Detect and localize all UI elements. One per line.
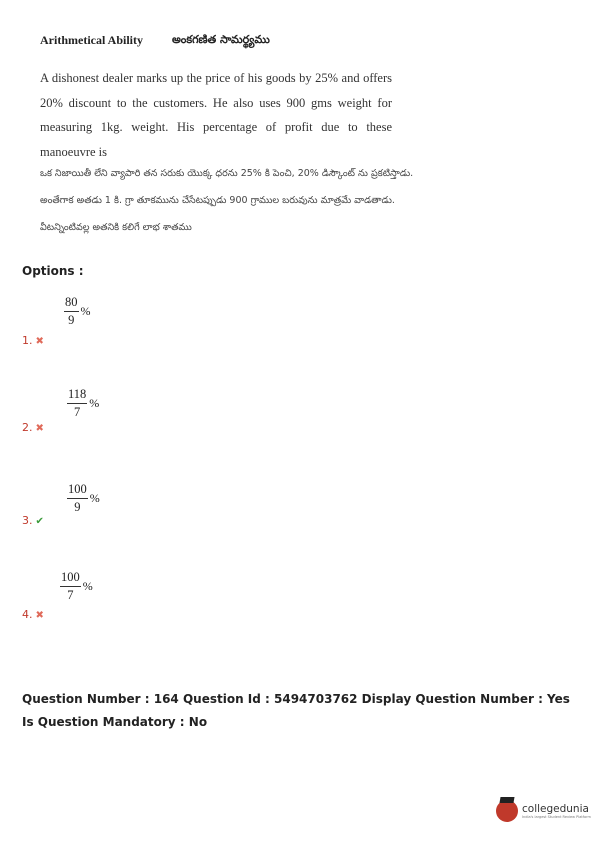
option-4-fraction xyxy=(60,570,93,603)
mascot-icon xyxy=(496,800,518,822)
question-text-telugu: ఒక నిజాయితీ లేని వ్యాపారి తన సరుకు యొక్క ధరను 25% కి పెంచి, 20% డిస్కౌంట్ ను ప్రకటిస్తాడు. అంతేగాక అతడు 1 కి. గ్రా తూకమును చేసేటప్పుడు 900 గ్రాముల బరువును మాత్రమే వాడతాడు. వీటన్నింటివల్ల అతనికి కలిగే లాభ శాతము xyxy=(40,168,414,233)
option-4[interactable] xyxy=(22,608,44,621)
option-1[interactable] xyxy=(22,334,44,347)
option-3-unit: % xyxy=(89,491,100,505)
option-4-number: 4. xyxy=(22,608,33,621)
option-4-numerator: 100 xyxy=(60,570,81,587)
option-2-unit: % xyxy=(89,396,100,410)
option-1-number: 1. xyxy=(22,334,33,347)
option-2-denominator: 7 xyxy=(74,405,81,419)
option-2-number: 2. xyxy=(22,421,33,434)
option-4-unit: % xyxy=(82,579,93,593)
section-title-english: Arithmetical Ability xyxy=(40,33,143,47)
option-2-numerator: 118 xyxy=(67,387,87,404)
option-1-numerator: 80 xyxy=(64,295,79,312)
option-3-numerator: 100 xyxy=(67,482,88,499)
logo-tagline: India's largest Student Review Platform xyxy=(522,815,591,819)
option-1-denominator: 9 xyxy=(68,313,75,327)
options-label: Options : xyxy=(22,264,84,278)
option-3-fraction xyxy=(67,482,100,515)
question-meta: Question Number : 164 Question Id : 5494703762 Display Question Number : Yes Is Question Mandatory : No xyxy=(22,692,570,729)
wrong-mark-icon: ✖ xyxy=(35,610,44,621)
option-1-unit: % xyxy=(80,304,91,318)
option-3-number: 3. xyxy=(22,514,33,527)
option-3-denominator: 9 xyxy=(74,500,81,514)
section-title-telugu: అంకగణిత సామర్థ్యము xyxy=(172,33,270,46)
wrong-mark-icon: ✖ xyxy=(35,336,44,347)
wrong-mark-icon: ✖ xyxy=(35,423,44,434)
option-4-denominator: 7 xyxy=(67,588,74,602)
question-text-english: A dishonest dealer marks up the price of his goods by 25% and offers 20% discount to the customers. He also uses 900 gms weight for measuring 1kg. weight. His percentage of profit due to these manoeuvre is xyxy=(40,71,392,159)
option-2[interactable] xyxy=(22,421,44,434)
check-mark-icon: ✔ xyxy=(35,516,44,527)
logo-name: collegedunia xyxy=(522,803,589,815)
option-2-fraction xyxy=(67,387,99,420)
option-1-fraction xyxy=(64,295,91,328)
option-3[interactable] xyxy=(22,514,44,527)
collegedunia-logo[interactable] xyxy=(496,800,591,822)
